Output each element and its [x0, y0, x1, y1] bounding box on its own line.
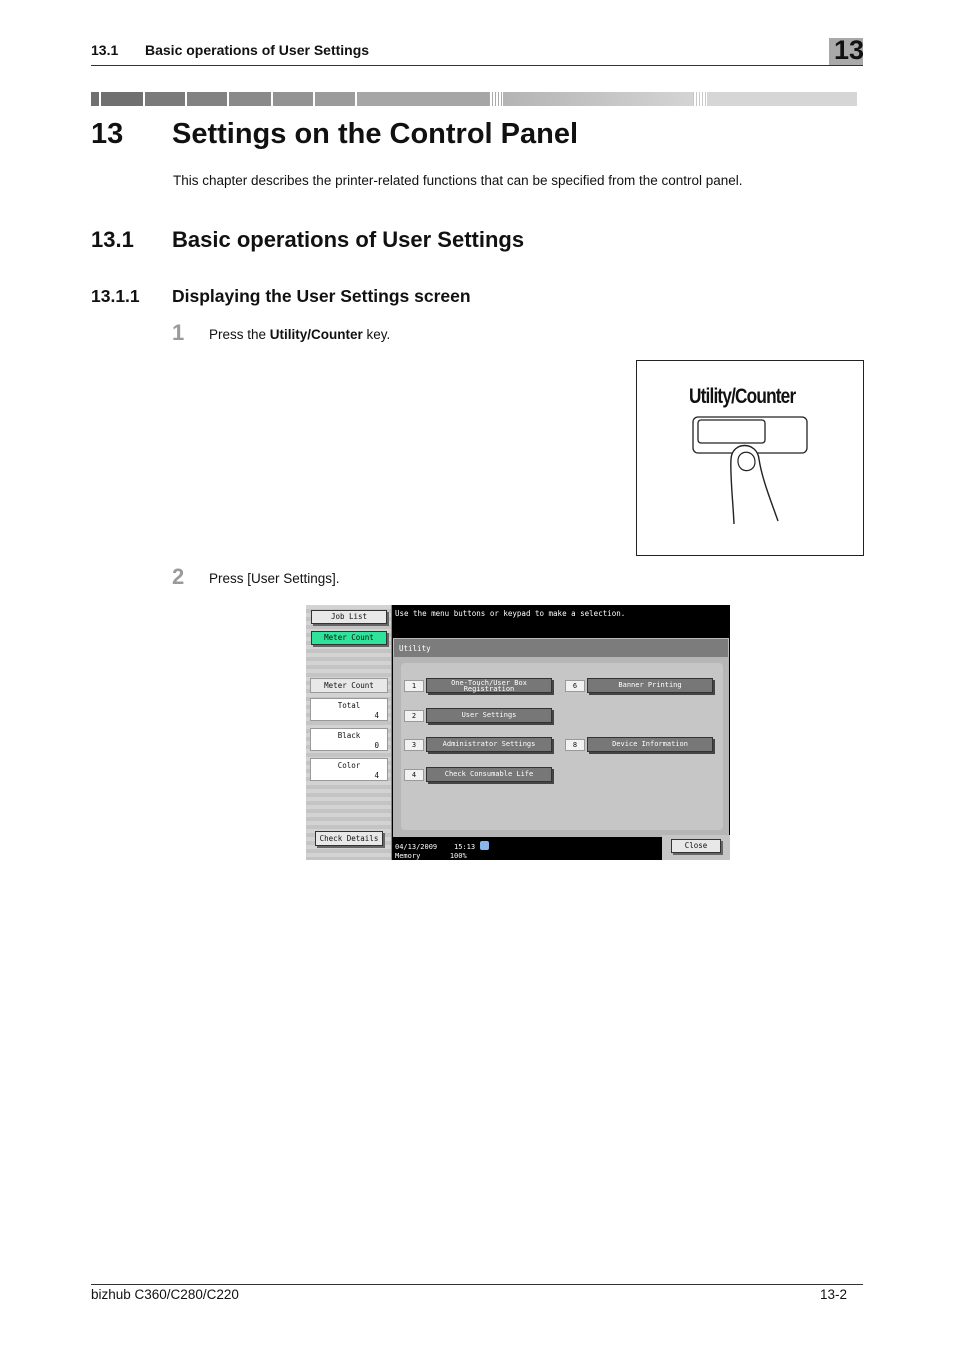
section-heading-number: 13.1	[91, 227, 134, 252]
step-text-1-post: key.	[362, 327, 391, 342]
status-memory-label: Memory	[395, 852, 421, 860]
counter-total	[310, 698, 388, 721]
chapter-heading	[91, 118, 578, 151]
status-date: 04/13/2009	[395, 843, 438, 851]
counter-black-label: Black	[337, 731, 361, 740]
subsection-heading	[91, 286, 471, 307]
menu-number-2: 2	[404, 710, 424, 722]
counter-black	[310, 728, 388, 751]
one-touch-label-line2: Registration	[463, 685, 515, 693]
step-text-1-key: Utility/Counter	[269, 327, 363, 342]
footer-page-number: 13-2	[820, 1287, 848, 1302]
running-header-title: Basic operations of User Settings	[145, 42, 370, 58]
footer-model: bizhub C360/C280/C220	[91, 1287, 239, 1302]
menu-number-3: 3	[404, 739, 424, 751]
chapter-heading-number: 13	[91, 118, 124, 150]
counter-total-value: 4	[374, 711, 379, 720]
counter-color	[310, 758, 388, 781]
check-details-button[interactable]: Check Details	[315, 831, 383, 846]
close-button[interactable]: Close	[671, 839, 721, 853]
running-header-number: 13.1	[91, 42, 119, 58]
chapter-heading-title: Settings on the Control Panel	[172, 118, 579, 150]
instruction-message: Use the menu buttons or keypad to make a selection.	[395, 609, 626, 618]
meter-count-button[interactable]: Meter Count	[311, 631, 387, 645]
chapter-intro: This chapter describes the printer-related functions that can be specified from the control panel.	[173, 173, 743, 188]
network-status-icon	[480, 841, 489, 850]
step-number-2: 2	[172, 564, 185, 589]
step-text-1-pre: Press the	[209, 327, 270, 342]
banner-printing-button[interactable]: Banner Printing	[587, 678, 713, 693]
step-number-1: 1	[172, 320, 185, 345]
one-touch-user-box-registration-button[interactable]	[426, 678, 552, 693]
running-header-section	[91, 42, 369, 58]
finger-pressing-key-icon	[637, 361, 865, 557]
counter-color-value: 4	[374, 771, 379, 780]
section-heading-title: Basic operations of User Settings	[172, 227, 525, 252]
menu-number-4: 4	[404, 769, 424, 781]
job-list-button[interactable]: Job List	[311, 610, 387, 624]
subsection-heading-title: Displaying the User Settings screen	[172, 286, 471, 306]
step-text-2: Press [User Settings].	[209, 571, 340, 586]
footer-rule	[91, 1284, 863, 1285]
menu-number-6: 6	[565, 680, 585, 692]
utility-screen	[306, 605, 730, 860]
status-time: 15:13	[454, 843, 476, 851]
chapter-tab-number: 13	[834, 35, 865, 65]
status-memory-value: 100%	[449, 852, 467, 860]
utility-title: Utility	[399, 644, 431, 653]
status-text	[395, 843, 475, 860]
subsection-heading-number: 13.1.1	[91, 286, 140, 306]
decorative-band	[91, 92, 863, 106]
meter-count-header: Meter Count	[310, 678, 388, 693]
section-heading	[91, 227, 524, 253]
administrator-settings-button[interactable]: Administrator Settings	[426, 737, 552, 752]
header-rule	[91, 65, 863, 66]
utility-counter-key-figure	[636, 360, 864, 556]
counter-color-label: Color	[337, 761, 361, 770]
step-text-1	[209, 327, 390, 342]
utility-title-bar	[393, 638, 729, 658]
one-touch-label-line1: One-Touch/User Box	[451, 679, 527, 687]
utility-counter-key-label: Utility/Counter	[689, 385, 796, 408]
counter-black-value: 0	[374, 741, 379, 750]
menu-number-8: 8	[565, 739, 585, 751]
check-consumable-life-button[interactable]: Check Consumable Life	[426, 767, 552, 782]
menu-number-1: 1	[404, 680, 424, 692]
counter-total-label: Total	[337, 701, 361, 710]
device-information-button[interactable]: Device Information	[587, 737, 713, 752]
user-settings-button[interactable]: User Settings	[426, 708, 552, 723]
